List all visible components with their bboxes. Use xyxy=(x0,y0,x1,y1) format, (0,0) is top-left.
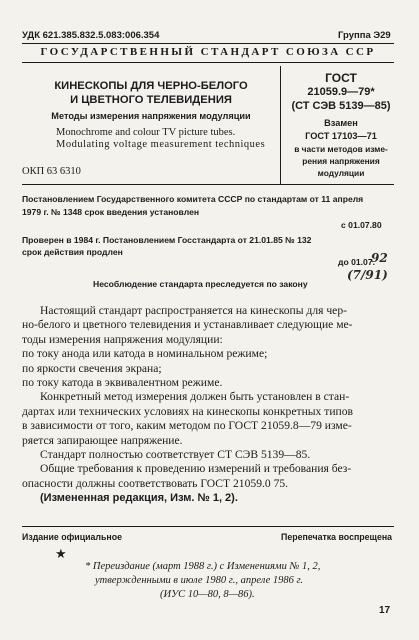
body-line: Стандарт полностью соответствует СТ СЭВ 5139—85. xyxy=(40,448,311,462)
replaces-note-1: в части методов изме- xyxy=(294,144,388,154)
reprint-prohibited: Перепечатка воспрещена xyxy=(281,532,393,542)
body-line: Настоящий стандарт распространяется на кинескопы для чер- xyxy=(40,304,347,317)
body-text xyxy=(22,304,394,506)
law-warning: Несоблюдение стандарта преследуется по закону xyxy=(93,279,308,289)
body-line: ряется запирающее напряжение. xyxy=(22,433,183,447)
body-line: дартах или технических условиях на кинескопы конкретных типов xyxy=(22,404,353,418)
body-line: по току катода в эквивалентном режиме. xyxy=(22,376,223,390)
checked-line-2: срок действия продлен xyxy=(22,247,123,257)
title-bottom-rule xyxy=(22,184,394,185)
title-ru-line1: КИНЕСКОПЫ ДЛЯ ЧЕРНО-БЕЛОГО xyxy=(54,80,248,92)
replaces-note-3: модуляции xyxy=(317,168,365,178)
decree-line-1: Постановлением Государственного комитета СССР по стандартам от 11 апреля xyxy=(22,194,364,204)
footnote-line-2: утвержденными в июле 1980 г., апреле 1986 г. xyxy=(95,575,304,586)
body-line: по току анода или катода в номинальном режиме; xyxy=(22,347,268,361)
okp-code: ОКП 63 6310 xyxy=(22,166,81,177)
effective-date: с 01.07.80 xyxy=(341,220,382,230)
title-divider xyxy=(280,66,281,184)
star-icon: ★ xyxy=(55,546,67,561)
udk-code: УДК 621.385.832.5.083:006.354 xyxy=(22,30,160,41)
group-code: Группа Э29 xyxy=(338,30,391,41)
extended-date: до 01.07. xyxy=(338,257,375,267)
body-line: но-белого и цветного телевидения и устанавливает следующие ме- xyxy=(22,318,353,332)
handwritten-reference: (7/91) xyxy=(347,268,388,282)
st-sev-number: (СТ СЭВ 5139—85) xyxy=(291,100,391,112)
title-en-line1: Monochrome and colour TV picture tubes. xyxy=(56,127,236,138)
body-line: по яркости свечения экрана; xyxy=(22,361,162,375)
footnote-line-1: * Переиздание (март 1988 г.) с Изменениями № 1, 2, xyxy=(85,561,321,572)
banner-rule xyxy=(22,62,394,63)
body-line: тоды измерения напряжения модуляции: xyxy=(22,332,223,346)
checked-line-1: Проверен в 1984 г. Постановлением Госстандарта от 21.01.85 № 132 xyxy=(22,235,312,245)
page-number: 17 xyxy=(379,605,391,616)
standard-banner: ГОСУДАРСТВЕННЫЙ СТАНДАРТ СОЮЗА ССР xyxy=(40,46,376,58)
gost-number: 21059.9—79* xyxy=(307,86,375,98)
body-line: Общие требования к проведению измерений и требования без- xyxy=(40,462,352,476)
footer-rule xyxy=(22,526,394,527)
replaces-label: Взамен xyxy=(324,118,358,128)
title-ru-subtitle: Методы измерения напряжения модуляции xyxy=(51,111,251,121)
handwritten-year: 92 xyxy=(371,251,388,265)
body-line: в зависимости от того, каким методом по ГОСТ 21059.8—79 изме- xyxy=(22,419,352,433)
top-rule xyxy=(22,43,394,44)
body-line: Конкретный метод измерения должен быть установлен в стан- xyxy=(40,390,350,404)
title-en-line2: Modulating voltage measurement techniques xyxy=(56,139,266,150)
gost-label: ГОСТ xyxy=(325,71,357,85)
replaces-note-2: рения напряжения xyxy=(302,156,380,166)
decree-line-2: 1979 г. № 1348 срок введения установлен xyxy=(22,207,200,217)
footnote-line-3: (ИУС 10—80, 8—86). xyxy=(160,589,255,600)
body-line: опасности должны соответствовать ГОСТ 21059.0 75. xyxy=(22,476,289,490)
replaces-number: ГОСТ 17103—71 xyxy=(305,131,377,141)
title-ru-line2: И ЦВЕТНОГО ТЕЛЕВИДЕНИЯ xyxy=(70,94,232,106)
amendment-note: (Измененная редакция, Изм. № 1, 2). xyxy=(40,492,238,505)
official-edition: Издание официальное xyxy=(22,532,122,542)
